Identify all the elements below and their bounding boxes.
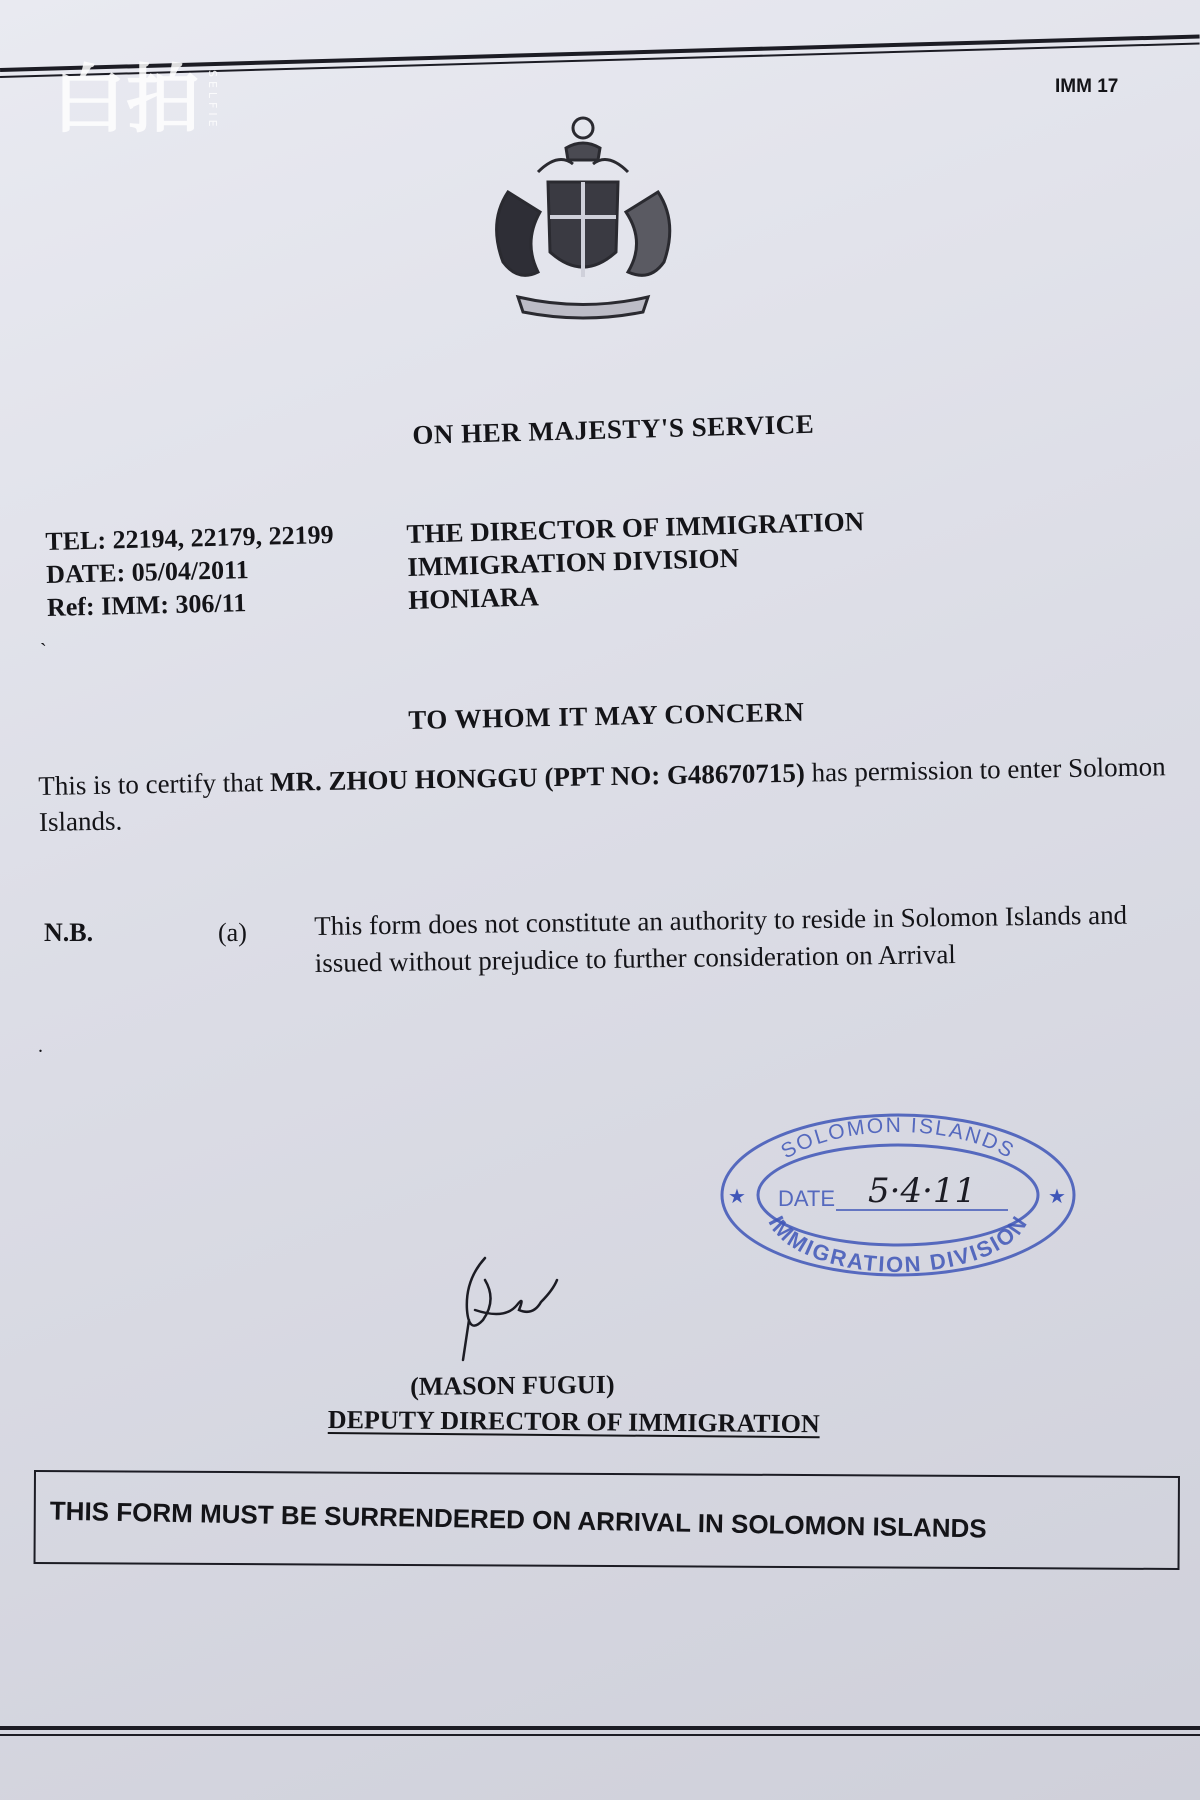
header-date: DATE: 05/04/2011: [45, 555, 249, 589]
note-item: (a): [218, 918, 247, 947]
page-heading: ON HER MAJESTY'S SERVICE: [412, 408, 815, 450]
body-suffix: has permission to enter Solomon Islands.: [38, 751, 1166, 837]
bottom-border-line-thin: [0, 1734, 1200, 1736]
stray-mark: `: [40, 640, 47, 662]
bottom-border-line: [0, 1726, 1200, 1730]
header-ref: Ref: IMM: 306/11: [46, 588, 247, 622]
stamp-top-text: SOLOMON ISLANDS: [777, 1113, 1019, 1164]
stray-dot: .: [38, 1035, 43, 1057]
address-line-1: THE DIRECTOR OF IMMIGRATION: [406, 506, 865, 549]
coat-of-arms-icon: [478, 112, 688, 327]
stamp-star-left-icon: ★: [728, 1186, 746, 1208]
header-contact-block: [45, 518, 336, 624]
surrender-notice: THIS FORM MUST BE SURRENDERED ON ARRIVAL IN SOLOMON ISLANDS: [49, 1495, 987, 1544]
stamp-star-right-icon: ★: [1048, 1186, 1066, 1208]
address-line-2: IMMIGRATION DIVISION: [406, 542, 740, 582]
stamp-date-value: 5·4·11: [868, 1171, 977, 1211]
watermark-chars: 白拍: [52, 57, 200, 143]
header-tel: TEL: 22194, 22179, 22199: [45, 519, 334, 556]
watermark-sub: SELFIE: [206, 69, 219, 131]
stamp-date-label: DATE: [778, 1186, 836, 1211]
address-line-3: HONIARA: [407, 581, 540, 615]
salutation: TO WHOM IT MAY CONCERN: [408, 696, 805, 735]
certification-paragraph: [38, 748, 1169, 840]
watermark-logo: [52, 50, 222, 150]
note-label: N.B.: [44, 918, 94, 947]
signer-title: DEPUTY DIRECTOR OF IMMIGRATION: [327, 1405, 820, 1439]
holder-name: MR. ZHOU HONGGU (PPT NO: G48670715): [269, 757, 806, 797]
signature-mark: [445, 1250, 575, 1370]
stamp-bottom-text: IMMIGRATION DIVISION: [763, 1210, 1033, 1278]
form-code: IMM 17: [1055, 76, 1119, 97]
surrender-notice-box: [34, 1470, 1180, 1570]
header-address-block: [406, 505, 866, 617]
immigration-stamp: [718, 1110, 1078, 1280]
signer-name: (MASON FUGUI): [410, 1369, 615, 1401]
note-text: This form does not constitute an authority to reside in Solomon Islands and issued without prejudice to further consideration on Arrival: [314, 899, 1128, 978]
body-prefix: This is to certify that: [38, 766, 271, 801]
